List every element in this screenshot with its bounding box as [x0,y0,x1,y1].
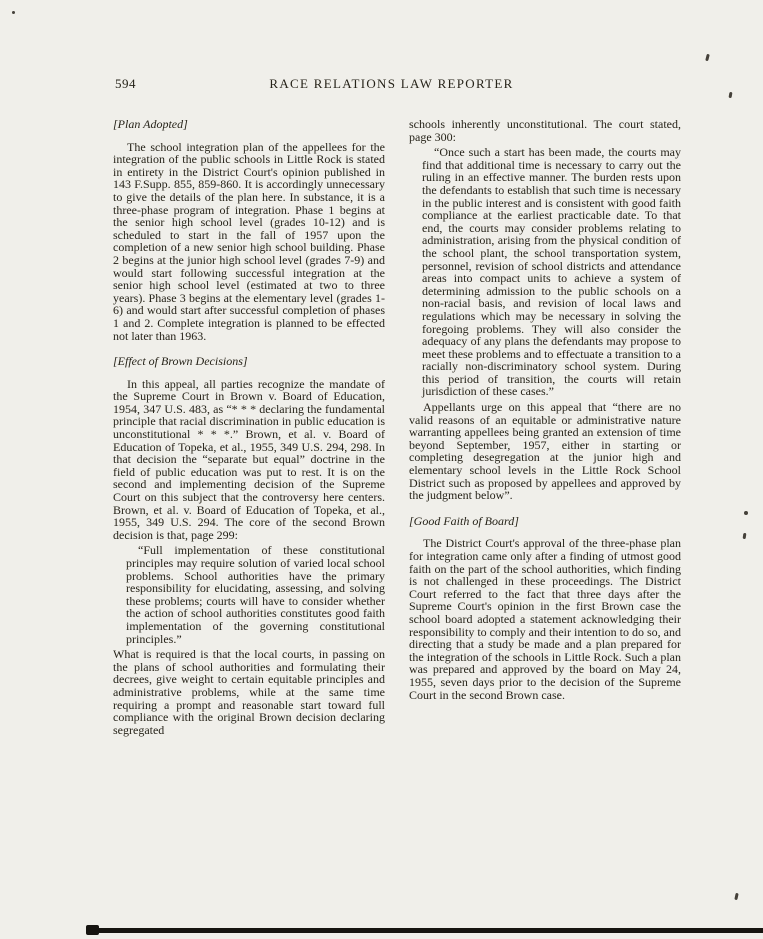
body-paragraph: Appellants urge on this appeal that “there are no valid reasons of an equitable or administrative nature warranting appellees being granted an extension of time beyond September, 1957, either in starting or completing desegregation at the junior high and elementary school levels in the Little Rock School District such as proposed by appellees and approved by the judgment below”. [409,400,681,503]
page-header [115,76,681,92]
scan-speck [729,92,733,98]
page-number: 594 [115,76,136,91]
body-paragraph: In this appeal, all parties recognize the mandate of the Supreme Court in Brown v. Board of Education, 1954, 347 U.S. 483, as “* * * declaring the fundamental principle that racial discrimination in public education is unconstitutional * * *.” Brown, et al. v. Board of Education of Topeka, et al., 1955, 349 U.S. 294, 298. In that decision the “separate but equal” doctrine in the field of public education was put to rest. It is on the second and implementing decision of the Supreme Court on this subject that the controversy here centers. Brown, et al. v. Board of Education of Topeka, et al., 1955, 349 U.S. 294. The core of the second Brown decision is that, page 299: [113,376,385,542]
block-quote: “Full implementation of these constitutional principles may require solution of varied local school problems. School authorities have the primary responsibility for elucidating, assessing, and solving these problems; courts will have to consider whether the action of school authorities constitutes good faith implementation of the governing constitutional principles.” [126,543,385,646]
running-title: RACE RELATIONS LAW REPORTER [269,76,514,91]
body-paragraph: The District Court's approval of the three-phase plan for integration came only after a finding of utmost good faith on the part of the school authorities, which finding is not challenged in these proceedings. The District Court referred to the fact that three days after the Supreme Court's opinion in the first Brown case the school board adopted a statement acknowledging their responsibility to comply and their intention to do so, and directing that a study be made and a plan prepared for the integration of the schools in Little Rock. Such a plan was prepared and approved by the board on May 24, 1955, seven days prior to the decision of the Supreme Court in the second Brown case. [409,536,681,702]
body-paragraph: schools inherently unconstitutional. The court stated, page 300: [409,117,681,144]
section-heading-good-faith-of-board: [Good Faith of Board] [409,513,519,528]
section-heading-effect-of-brown-decisions: [Effect of Brown Decisions] [113,354,248,369]
scan-speck [744,511,748,515]
scan-speck [12,11,15,14]
body-paragraph: The school integration plan of the appellees for the integration of the public schools in Little Rock is stated in entirety in the District Court's opinion published in 143 F.Supp. 855, 859-860. It is accordingly unnecessary to give the details of the plan here. In substance, it is a three-phase program of integration. Phase 1 begins at the senior high school level (grades 10-12) and is scheduled to start in the fall of 1957 upon the completion of a new senior high school building. Phase 2 begins at the junior high school level (grades 7-9) and would start following successful integration at the senior high school level (estimated at two to three years). Phase 3 begins at the elementary level (grades 1-6) and would start after successful completion of phases 1 and 2. Complete integration is planned to be effected not later than 1963. [113,139,385,343]
scan-artifact-bottom-blob [86,925,99,935]
body-paragraph: What is required is that the local courts, in passing on the plans of school authorities and formulating their decrees, give weight to certain equitable principles and administrative problems, while at the same time requiring a prompt and reasonable start toward full compliance with the original Brown decision declaring segregated [113,647,385,737]
left-column [113,118,385,736]
block-quote: “Once such a start has been made, the courts may find that additional time is necessary to carry out the ruling in an effective manner. The burden rests upon the defendants to establish that such time is necessary in the public interest and is consistent with good faith compliance at the earliest practicable date. To that end, the courts may consider problems relating to administration, arising from the physical condition of the school plant, the school transportation system, personnel, revision of school districts and attendance areas into compact units to achieve a system of determining admission to the public schools on a non-racial basis, and revision of local laws and regulations which may be necessary in solving the foregoing problems. They will also consider the adequacy of any plans the defendants may propose to meet these problems and to effectuate a transition to a racially non-discriminatory school system. During this period of transition, the courts will retain jurisdiction of these cases.” [422,145,681,399]
scan-speck [734,893,738,900]
scan-speck [743,533,747,539]
section-heading-plan-adopted: [Plan Adopted] [113,117,188,131]
scan-artifact-bottom-line [89,928,763,933]
scan-speck [705,54,710,62]
right-column [409,118,681,736]
text-columns [113,118,681,736]
